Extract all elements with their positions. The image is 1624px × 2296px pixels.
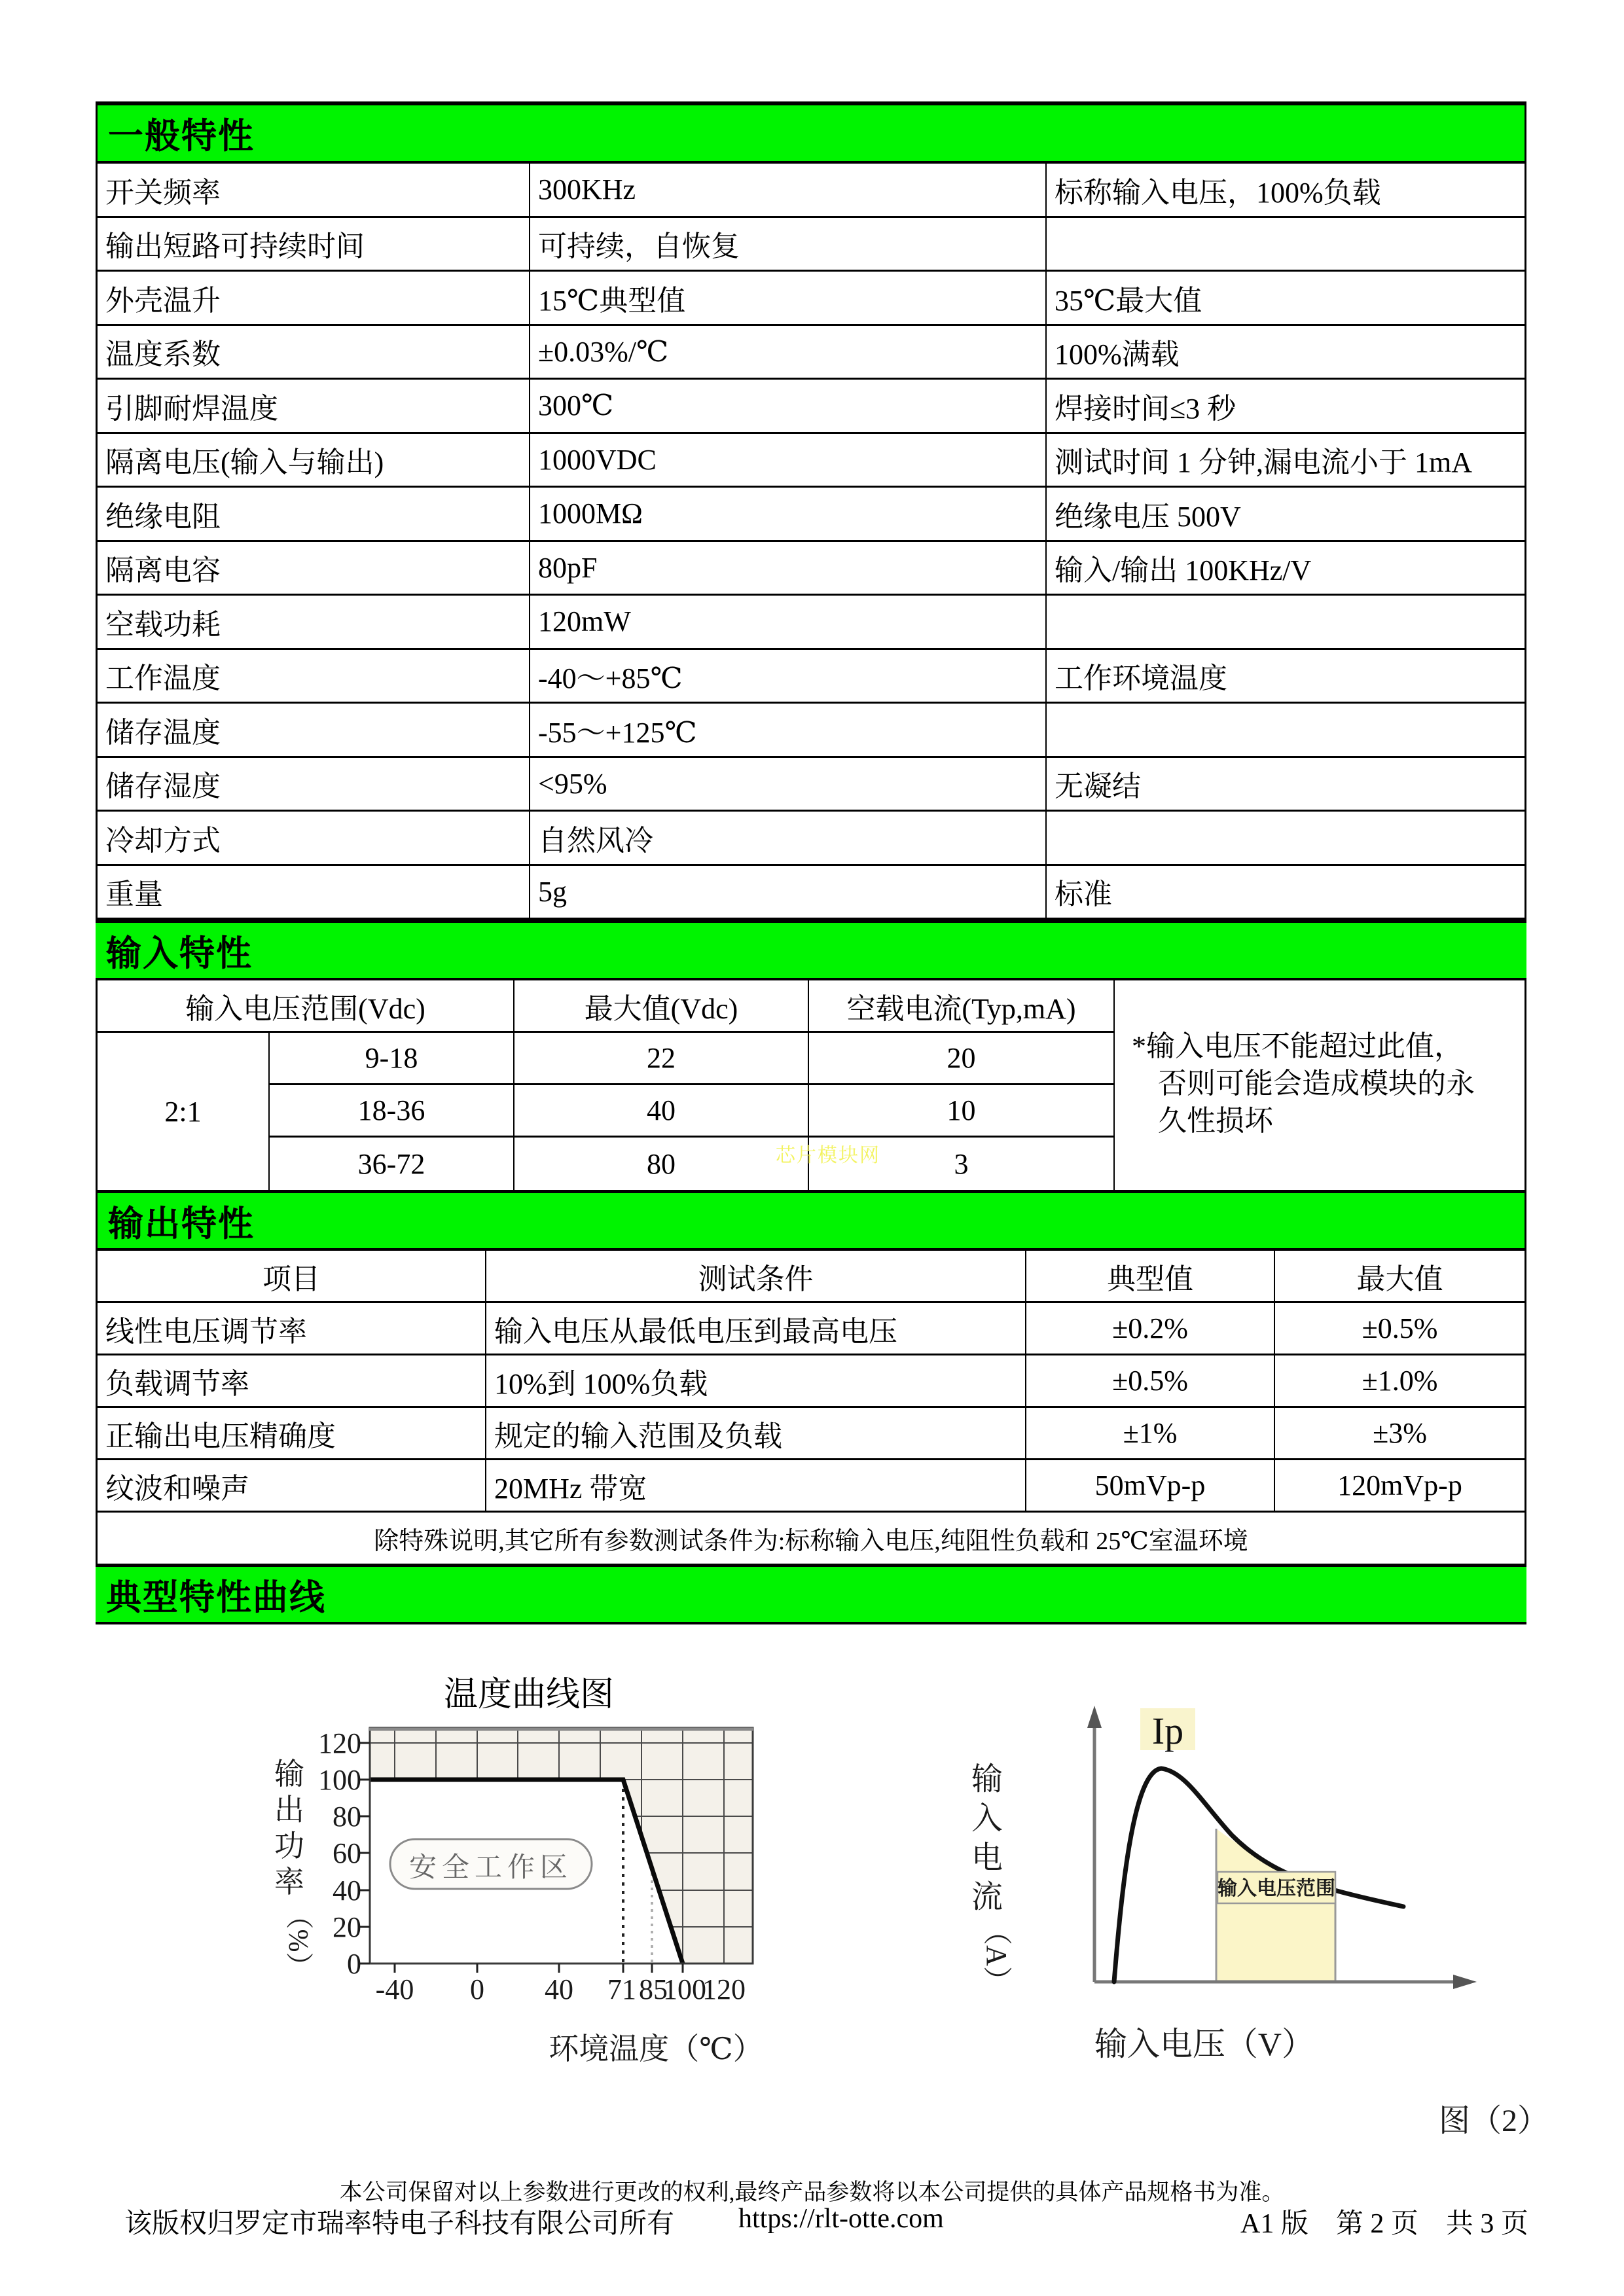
table-row	[98, 596, 1525, 650]
svg-text:80: 80	[333, 1801, 361, 1833]
input-section-title: 输入特性	[106, 933, 253, 973]
svg-text:率: 率	[274, 1865, 304, 1899]
svg-text:100: 100	[318, 1764, 361, 1796]
table-row	[98, 164, 1525, 218]
table-cell: 空载功耗	[98, 596, 530, 648]
table-cell: 10%到 100%负载	[486, 1355, 1026, 1406]
table-cell: 300KHz	[530, 164, 1047, 216]
table-row	[98, 326, 1525, 380]
svg-text:流: 流	[971, 1880, 1003, 1914]
column-header: 测试条件	[486, 1251, 1026, 1301]
table-cell: 标准	[1055, 878, 1112, 911]
x-tick-labels	[376, 1973, 746, 2005]
input-table	[96, 980, 1526, 1190]
table-cell: 5g	[530, 866, 1047, 918]
table-row	[98, 866, 1525, 920]
chart-title: 温度曲线图	[443, 1676, 615, 1713]
footer-disclaimer: 本公司保留对以上参数进行更改的权利,最终产品参数将以本公司提供的具体产品规格书为准。	[339, 2179, 1285, 2205]
table-row	[98, 380, 1525, 434]
y-axis-label	[274, 1757, 313, 1980]
table-cell: 输入电压从最低电压到最高电压	[486, 1303, 1026, 1354]
input-voltage-range-region	[1216, 1829, 1335, 1982]
svg-text:入: 入	[971, 1801, 1003, 1836]
input-header-max: 最大值(Vdc)	[514, 980, 809, 1033]
table-cell: 35℃最大值	[1055, 284, 1202, 317]
table-cell: 80pF	[530, 542, 1047, 594]
peak-current-label: Ip	[1151, 1710, 1184, 1752]
table-cell: 3	[809, 1138, 1115, 1190]
table-cell: ±0.2%	[1026, 1303, 1275, 1354]
table-cell: 40	[514, 1085, 809, 1138]
table-cell: 1000MΩ	[530, 488, 1047, 540]
table-cell: 120mW	[530, 596, 1047, 648]
svg-text:0: 0	[347, 1948, 361, 1980]
svg-text:0: 0	[470, 1973, 484, 2005]
table-cell: 外壳温升	[98, 272, 530, 324]
table-cell: 工作环境温度	[1055, 662, 1227, 695]
table-cell: 1000VDC	[530, 434, 1047, 486]
footer-url: https://rlt-otte.com	[738, 2204, 944, 2234]
table-cell: 绝缘电压 500V	[1055, 500, 1241, 533]
table-row	[98, 1303, 1525, 1355]
note-line: *输入电压不能超过此值，	[1132, 1030, 1463, 1062]
table-row	[98, 218, 1525, 272]
table-cell: ±0.5%	[1026, 1355, 1275, 1406]
table-cell: 无凝结	[1055, 770, 1141, 803]
input-current-voltage-chart	[929, 1676, 1584, 2173]
table-row	[98, 812, 1525, 866]
table-cell: -40～+85℃	[530, 650, 1047, 702]
table-cell: 9-18	[270, 1033, 514, 1085]
svg-text:（%）: （%）	[283, 1901, 313, 1980]
table-row	[98, 272, 1525, 326]
note-line: 否则可能会造成模块的永	[1158, 1067, 1475, 1100]
svg-text:40: 40	[545, 1973, 573, 2005]
x-axis-arrow	[1453, 1975, 1477, 1989]
table-cell: 隔离电容	[98, 542, 530, 594]
table-cell: -55～+125℃	[530, 704, 1047, 756]
table-cell: 隔离电压(输入与输出)	[98, 434, 530, 486]
svg-text:120: 120	[318, 1727, 361, 1759]
svg-text:输: 输	[971, 1762, 1003, 1797]
column-header: 最大值	[1356, 1263, 1443, 1295]
table-cell: 温度系数	[98, 326, 530, 378]
table-cell: 规定的输入范围及负载	[486, 1408, 1026, 1458]
table-row	[98, 1408, 1525, 1460]
svg-text:出: 出	[274, 1793, 304, 1827]
table-cell: 线性电压调节率	[98, 1303, 486, 1354]
table-cell: 开关频率	[98, 164, 530, 216]
table-cell: 工作温度	[98, 650, 530, 702]
table-row	[98, 542, 1525, 596]
table-cell: ±0.03%/℃	[530, 326, 1047, 378]
svg-text:100: 100	[663, 1973, 706, 2005]
y-tick-labels	[318, 1727, 361, 1980]
table-cell: 50mVp-p	[1026, 1460, 1275, 1511]
curves-section-title: 典型特性曲线	[106, 1577, 326, 1617]
table-row	[98, 488, 1525, 542]
table-cell: 测试时间 1 分钟,漏电流小于 1mA	[1055, 446, 1472, 479]
svg-text:60: 60	[333, 1837, 361, 1869]
table-cell: 引脚耐焊温度	[98, 380, 530, 432]
table-cell: 绝缘电阻	[98, 488, 530, 540]
svg-text:85: 85	[639, 1973, 668, 2005]
table-cell: 300℃	[530, 380, 1047, 432]
table-row	[98, 758, 1525, 812]
table-cell: 18-36	[270, 1085, 514, 1138]
input-header-idle-current: 空载电流(Typ,mA)	[809, 980, 1115, 1033]
output-header-row	[98, 1251, 1525, 1303]
table-cell: 重量	[98, 866, 530, 918]
table-cell	[1047, 812, 1525, 864]
table-cell: 纹波和噪声	[98, 1460, 486, 1511]
footer-page-info: A1 版 第 2 页 共 3 页	[1240, 2209, 1528, 2239]
table-cell: 20MHz 带宽	[486, 1460, 1026, 1511]
region-label: 输入电压范围	[1218, 1878, 1335, 1899]
table-cell: 可持续，自恢复	[530, 218, 1047, 270]
table-row	[98, 650, 1525, 704]
output-test-conditions-note: 除特殊说明,其它所有参数测试条件为:标称输入电压,纯阻性负载和 25℃室温环境	[374, 1527, 1248, 1555]
input-header-range: 输入电压范围(Vdc)	[98, 980, 514, 1033]
table-cell	[1047, 218, 1525, 270]
table-cell: 储存温度	[98, 704, 530, 756]
svg-text:20: 20	[333, 1911, 361, 1943]
svg-text:120: 120	[702, 1973, 746, 2005]
general-section-bar	[98, 101, 1525, 164]
table-cell: ±1%	[1026, 1408, 1275, 1458]
table-cell: 输出短路可持续时间	[98, 218, 530, 270]
safe-area-label: 安全工作区	[408, 1853, 573, 1883]
svg-text:输: 输	[274, 1757, 304, 1791]
table-cell: 15℃典型值	[530, 272, 1047, 324]
watermark: 芯片模块网	[776, 1145, 880, 1166]
curves-section-bar	[96, 1564, 1526, 1624]
table-cell: 20	[809, 1033, 1115, 1085]
x-axis-label: 输入电压（V）	[1094, 2026, 1315, 2062]
figure-caption: 图（2）	[1438, 2104, 1549, 2138]
table-cell: 冷却方式	[98, 812, 530, 864]
svg-text:-40: -40	[375, 1973, 414, 2005]
table-cell: <95%	[530, 758, 1047, 810]
footer-copyright: 该版权归罗定市瑞率特电子科技有限公司所有	[124, 2209, 675, 2239]
table-cell: 焊接时间≤3 秒	[1055, 392, 1236, 425]
table-cell: 120mVp-p	[1337, 1469, 1462, 1501]
table-row	[98, 704, 1525, 758]
output-table	[96, 1190, 1526, 1564]
svg-text:电: 电	[971, 1840, 1003, 1875]
table-cell: ±1.0%	[1362, 1365, 1438, 1397]
general-table	[96, 101, 1526, 920]
y-axis-arrow	[1087, 1706, 1102, 1728]
svg-text:40: 40	[333, 1874, 361, 1907]
input-section-bar	[96, 920, 1526, 980]
table-row	[98, 1355, 1525, 1408]
column-header: 典型值	[1026, 1251, 1275, 1301]
table-cell	[1047, 704, 1525, 756]
table-cell: 36-72	[270, 1138, 514, 1190]
input-ratio-cell: 2:1	[98, 1033, 270, 1190]
note-line: 久性损坏	[1158, 1105, 1273, 1137]
table-cell: 正输出电压精确度	[98, 1408, 486, 1458]
table-cell: 80	[514, 1138, 809, 1190]
y-axis-label	[971, 1762, 1013, 1995]
table-cell: 输入/输出 100KHz/V	[1055, 554, 1312, 587]
table-cell: 100%满载	[1055, 338, 1180, 371]
table-cell: ±3%	[1373, 1417, 1427, 1449]
temperature-derating-chart	[216, 1662, 792, 2094]
table-cell: 储存湿度	[98, 758, 530, 810]
table-row	[98, 434, 1525, 488]
output-section-bar	[98, 1190, 1525, 1251]
x-axis-label: 环境温度（℃）	[549, 2032, 763, 2066]
table-cell: 自然风冷	[530, 812, 1047, 864]
table-row	[98, 1460, 1525, 1513]
table-cell: ±0.5%	[1362, 1312, 1438, 1344]
general-section-title: 一般特性	[108, 117, 255, 156]
output-section-title: 输出特性	[108, 1204, 255, 1244]
column-header: 项目	[98, 1251, 486, 1301]
table-cell: 10	[809, 1085, 1115, 1138]
input-voltage-warning-note	[1115, 980, 1525, 1190]
table-cell	[1047, 596, 1525, 648]
table-cell: 22	[514, 1033, 809, 1085]
svg-text:（A）: （A）	[981, 1916, 1013, 1995]
svg-text:71: 71	[607, 1973, 636, 2005]
table-cell: 负载调节率	[98, 1355, 486, 1406]
table-cell: 标称输入电压，100%负载	[1055, 176, 1381, 209]
svg-text:功: 功	[274, 1829, 304, 1863]
